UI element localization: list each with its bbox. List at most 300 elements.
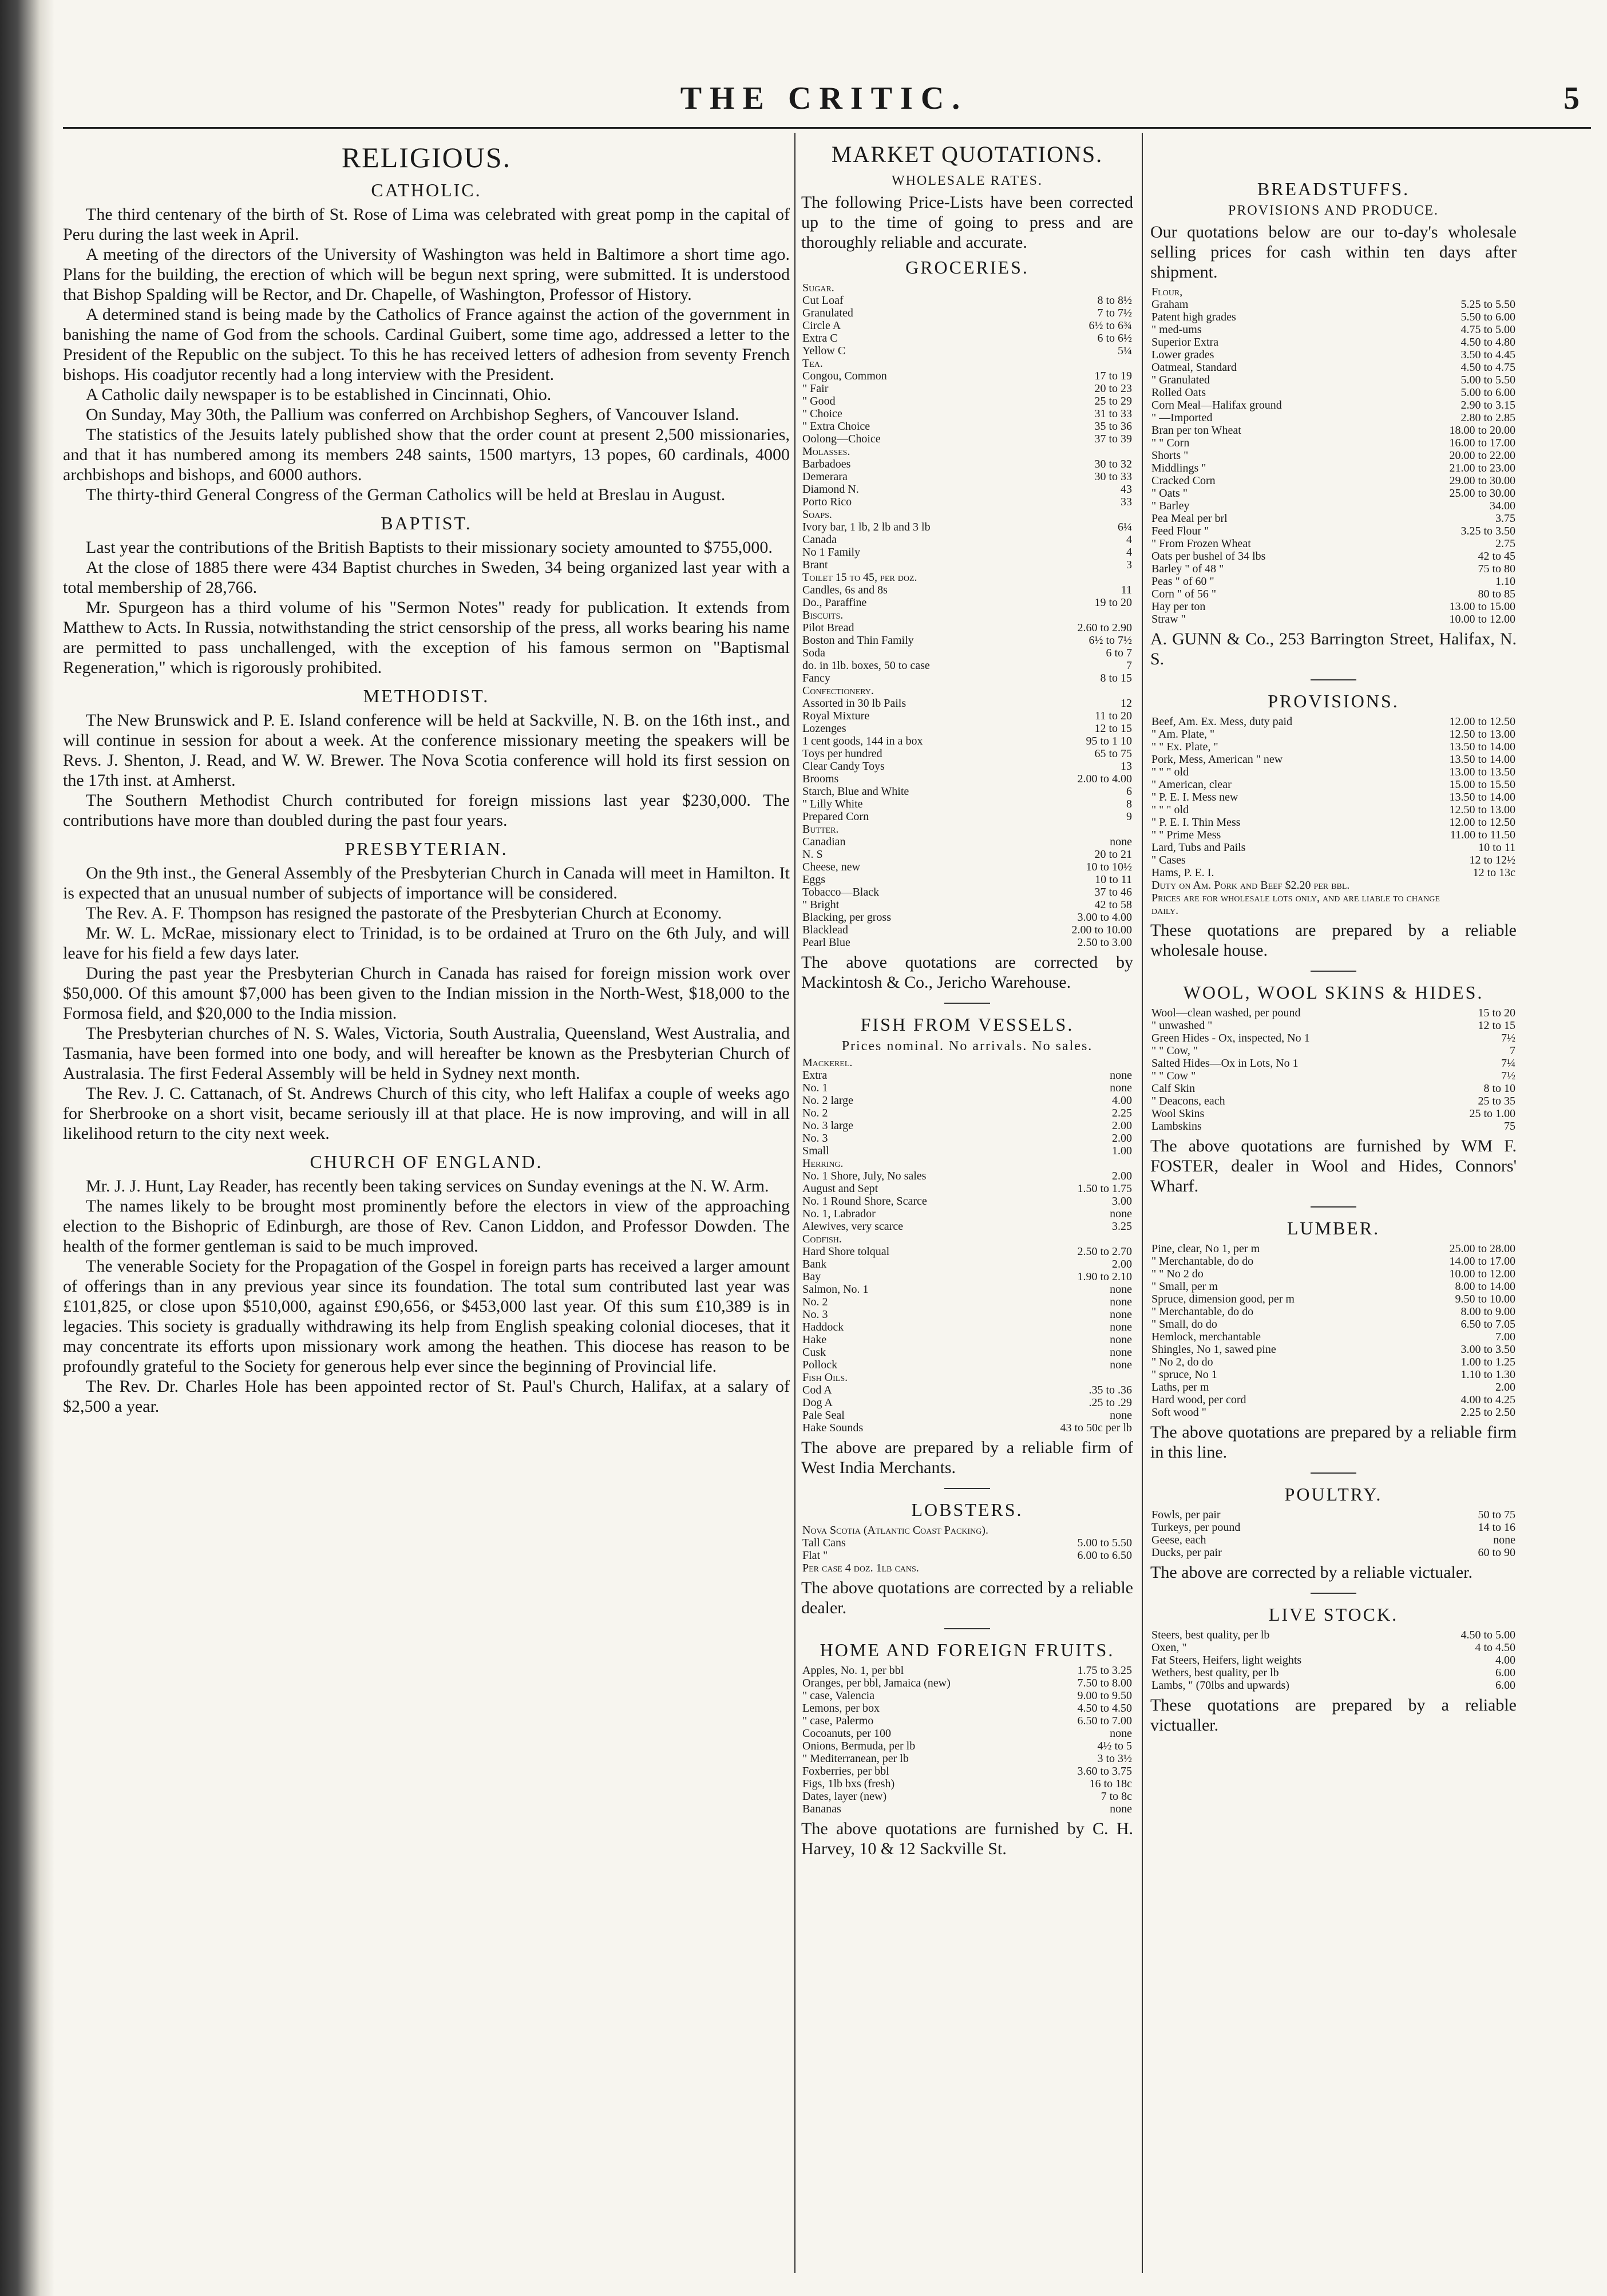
quotation-row (1150, 563, 1517, 575)
quotation-row (801, 496, 1133, 508)
item-price: 12.50 to 13.00 (1449, 728, 1515, 741)
item-price: 33 (1121, 496, 1132, 508)
quotation-row (1150, 854, 1517, 866)
item-price: 11 to 20 (1095, 710, 1132, 722)
quotation-row (1150, 1629, 1517, 1641)
divider (1311, 1593, 1356, 1594)
quotation-row (801, 873, 1133, 886)
fruits-heading: HOME AND FOREIGN FRUITS. (820, 1640, 1115, 1660)
item-price (1026, 571, 1133, 584)
page-binding-edge (0, 0, 54, 2296)
item-label: " " " old (1151, 766, 1189, 778)
item-price (1026, 508, 1133, 521)
quotation-row (801, 1702, 1133, 1715)
item-price: 6¼ (1118, 521, 1132, 533)
item-label: Corn Meal—Halifax ground (1151, 399, 1282, 411)
quotation-row (1150, 474, 1517, 487)
item-label: Yellow C (802, 345, 846, 357)
item-price (1026, 823, 1133, 836)
quotation-row (801, 861, 1133, 873)
quotation-row (801, 1321, 1133, 1333)
item-label: Spruce, dimension good, per m (1151, 1293, 1295, 1305)
item-label: Wool—clean washed, per pound (1151, 1007, 1301, 1019)
item-price: 7 to 7½ (1097, 307, 1132, 319)
quotation-row (801, 1170, 1133, 1182)
quotation-row (801, 1245, 1133, 1258)
item-price (1056, 1562, 1133, 1574)
quotation-row (801, 634, 1133, 647)
quotation-row (801, 1132, 1133, 1145)
groceries-note: The above quotations are corrected by Mackintosh & Co., Jericho Warehouse. (801, 953, 1133, 992)
item-price: 11.00 to 11.50 (1450, 829, 1515, 841)
item-label: Brant (802, 559, 828, 571)
provisions-heading: PROVISIONS. (1268, 691, 1399, 711)
item-price: 12.50 to 13.00 (1449, 803, 1515, 816)
item-label: Hard wood, per cord (1151, 1394, 1246, 1406)
quotation-row (801, 1715, 1133, 1727)
quotation-row (1150, 879, 1517, 892)
item-label: Cod A (802, 1384, 832, 1396)
item-label: Peas " of 60 " (1151, 575, 1214, 588)
item-price (1026, 357, 1133, 370)
quotation-row (801, 798, 1133, 810)
quotation-row (801, 609, 1133, 621)
item-price: 8.00 to 9.00 (1460, 1305, 1515, 1318)
quotation-row (801, 596, 1133, 609)
quotation-row (1150, 512, 1517, 525)
paragraph: Mr. J. J. Hunt, Lay Reader, has recently been taking services on Sunday evenings at the N. W. Arm. (86, 1177, 769, 1195)
item-label: Granulated (802, 307, 853, 319)
item-price: 2.00 (1495, 1381, 1515, 1394)
quotation-row (801, 1740, 1133, 1752)
poultry-note: The above are corrected by a reliable victualer. (1150, 1563, 1473, 1582)
quotation-row (1150, 1280, 1517, 1293)
masthead-title: THE CRITIC. (680, 81, 968, 116)
paragraph: A meeting of the directors of the University of Washington was held in Baltimore a short time ago. Plans for the building, the erection of which will be begun next spring, were submitted. It is understood that Bishop Spalding will be Rector, and Dr. Chapelle, of Washington, Professor of History. (63, 245, 790, 304)
item-price (1448, 879, 1517, 892)
item-price: 12.00 to 12.50 (1449, 816, 1515, 829)
item-label: " Good (802, 395, 836, 407)
divider (1311, 1206, 1356, 1208)
quotation-row (1150, 816, 1517, 829)
item-price: 75 (1504, 1120, 1515, 1133)
item-label: " Deacons, each (1151, 1095, 1225, 1107)
quotation-row (1150, 437, 1517, 449)
quotation-row (801, 357, 1133, 370)
item-label: " P. E. I. Thin Mess (1151, 816, 1241, 829)
item-price: 2.00 to 4.00 (1077, 773, 1132, 785)
quotation-row (1150, 1509, 1517, 1521)
item-price: 15.00 to 15.50 (1449, 778, 1515, 791)
page-number: 5 (1564, 81, 1580, 116)
quotation-row (801, 773, 1133, 785)
quotation-row (801, 672, 1133, 684)
item-price: 3.25 (1112, 1220, 1132, 1233)
lobsters-note: The above quotations are corrected by a reliable dealer. (801, 1578, 1133, 1617)
item-label: Circle A (802, 319, 841, 332)
quotation-row (801, 1333, 1133, 1346)
quotation-row (801, 1677, 1133, 1689)
item-label: Toilet 15 to 45, per doz. (802, 571, 917, 584)
quotation-row (1150, 829, 1517, 841)
item-label: " Small, do do (1151, 1318, 1217, 1331)
item-label: Corn " of 56 " (1151, 588, 1216, 600)
item-price: 4.00 (1112, 1094, 1132, 1107)
quotation-row (1150, 715, 1517, 728)
item-label: Hemlock, merchantable (1151, 1331, 1261, 1343)
item-price (1011, 1056, 1133, 1069)
item-price: 5.00 to 5.50 (1460, 374, 1515, 386)
item-price: 6 (1126, 785, 1132, 798)
quotation-row (801, 1422, 1133, 1434)
quotation-row (801, 332, 1133, 345)
wool-note: The above quotations are furnished by WM F. FOSTER, dealer in Wool and Hides, Connors' Wharf. (1150, 1137, 1517, 1195)
quotation-row (1150, 1268, 1517, 1280)
market-column-right (1150, 133, 1517, 1739)
quotation-row (1150, 1368, 1517, 1381)
item-label: " —Imported (1151, 411, 1213, 424)
item-label: " Merchantable, do do (1151, 1255, 1254, 1268)
item-price: none (1110, 1296, 1132, 1308)
item-label: Pearl Blue (802, 936, 850, 949)
item-label: " " Corn (1151, 437, 1190, 449)
item-label: Steers, best quality, per lb (1151, 1629, 1270, 1641)
religious-column (63, 133, 790, 1416)
item-price: 5.50 to 6.00 (1460, 311, 1515, 323)
quotation-row (801, 1384, 1133, 1396)
item-price: 7¼ (1501, 1057, 1515, 1070)
item-label: Foxberries, per bbl (802, 1765, 889, 1778)
church-of-england-section (63, 1176, 790, 1416)
item-price: 5.00 to 6.00 (1460, 386, 1515, 399)
fish-status: Prices nominal. No arrivals. No sales. (841, 1039, 1093, 1054)
quotation-row (801, 1562, 1133, 1574)
item-label: Lard, Tubs and Pails (1151, 841, 1246, 854)
item-label: Apples, No. 1, per bbl (802, 1664, 904, 1677)
quotation-row (1150, 550, 1517, 563)
paragraph: The third centenary of the birth of St. Rose of Lima was celebrated with great pomp in the capital of Peru during the last week in April. (63, 205, 790, 244)
item-price: 4½ to 5 (1097, 1740, 1132, 1752)
paragraph: On Sunday, May 30th, the Pallium was conferred on Archbishop Seghers, of Vancouver Island. (86, 405, 739, 424)
quotation-row (1150, 600, 1517, 613)
item-label: Shorts " (1151, 449, 1189, 462)
quotation-row (801, 710, 1133, 722)
item-price: 13.00 to 15.00 (1449, 600, 1515, 613)
paragraph: The statistics of the Jesuits lately published show that the order count at present 2,500 missionaries, and that it has numbered among its members 248 saints, 1500 martyrs, 13 popes, 60 cardinals, 4000 archbishops and bishops, and 6000 authors. (63, 425, 790, 484)
item-label: Royal Mixture (802, 710, 870, 722)
paragraph: A determined stand is being made by the Catholics of France against the action of the government in banishing the name of God from the schools. Cardinal Guibert, some time ago, addressed a letter to the President of the Republic on the subject. To this he has received letters of adhesion from seventy French bishops. His coadjutor recently had a long interview with the President. (63, 305, 790, 384)
item-label: Brooms (802, 773, 839, 785)
quotation-row (801, 1346, 1133, 1359)
item-label: " unwashed " (1151, 1019, 1213, 1032)
item-price: none (1110, 1308, 1132, 1321)
item-price: 4 (1126, 533, 1132, 546)
item-label: Bank (802, 1258, 827, 1270)
item-label: " " No 2 do (1151, 1268, 1204, 1280)
quotation-row (1150, 1394, 1517, 1406)
item-price: 2.25 (1112, 1107, 1132, 1119)
quotation-row (1150, 286, 1517, 298)
item-label: " " Prime Mess (1151, 829, 1221, 841)
item-price: 3 to 3½ (1097, 1752, 1132, 1765)
quotation-row (801, 898, 1133, 911)
catholic-heading: CATHOLIC. (371, 180, 482, 200)
item-price: 7½ (1501, 1032, 1515, 1044)
quotation-row (801, 294, 1133, 307)
item-label: Figs, 1lb bxs (fresh) (802, 1778, 895, 1790)
divider (1311, 971, 1356, 972)
item-price: 13.50 to 14.00 (1449, 741, 1515, 753)
divider (944, 1003, 990, 1004)
item-label: Cheese, new (802, 861, 861, 873)
item-price: 3.00 (1112, 1195, 1132, 1208)
item-label: Assorted in 30 lb Pails (802, 697, 907, 710)
item-price: 4.00 (1495, 1654, 1515, 1666)
quotation-row (1150, 778, 1517, 791)
quotation-row (801, 1409, 1133, 1422)
paragraph: At the close of 1885 there were 434 Baptist churches in Sweden, 34 being organized last year with a total membership of 28,766. (63, 558, 790, 597)
methodist-section (63, 710, 790, 830)
quotation-row (1150, 1534, 1517, 1546)
item-label: Fish Oils. (802, 1371, 848, 1384)
item-label: Pea Meal per brl (1151, 512, 1228, 525)
item-label: Straw " (1151, 613, 1186, 626)
quotation-row (1150, 753, 1517, 766)
item-price: 4.00 to 4.25 (1460, 1394, 1515, 1406)
item-price: 13 (1121, 760, 1132, 773)
item-price: 6.50 to 7.05 (1460, 1318, 1515, 1331)
item-label: " " Ex. Plate, " (1151, 741, 1218, 753)
item-price: 16.00 to 17.00 (1449, 437, 1515, 449)
masthead (57, 80, 1591, 126)
item-price: 8 (1126, 798, 1132, 810)
quotation-row (1150, 1070, 1517, 1082)
item-label: Alewives, very scarce (802, 1220, 904, 1233)
provisions-note: These quotations are prepared by a reliable wholesale house. (1150, 921, 1517, 960)
item-label: Barley " of 48 " (1151, 563, 1224, 575)
breadstuffs-intro: Our quotations below are our to-day's wholesale selling prices for cash within ten days after shipment. (1150, 223, 1517, 282)
item-label: Fat Steers, Heifers, light weights (1151, 1654, 1302, 1666)
item-price: none (1110, 1359, 1132, 1371)
quotation-row (801, 1778, 1133, 1790)
quotation-row (801, 747, 1133, 760)
quotation-row (801, 848, 1133, 861)
item-label: " American, clear (1151, 778, 1232, 791)
item-price: 10 to 10½ (1086, 861, 1132, 873)
item-price: 43 to 50c per lb (1060, 1422, 1132, 1434)
item-label: Eggs (802, 873, 825, 886)
quotation-row (801, 470, 1133, 483)
item-label: August and Sept (802, 1182, 878, 1195)
item-price: 35 to 36 (1094, 420, 1132, 433)
item-price: 5.25 to 5.50 (1460, 298, 1515, 311)
paragraph: The Rev. Dr. Charles Hole has been appointed rector of St. Paul's Church, Halifax, at a salary of $2,500 a year. (63, 1377, 790, 1416)
item-price: 3.75 (1495, 512, 1515, 525)
item-price: 2.00 (1112, 1170, 1132, 1182)
quotation-row (1150, 1242, 1517, 1255)
item-label: Onions, Bermuda, per lb (802, 1740, 916, 1752)
item-price: .35 to .36 (1089, 1384, 1132, 1396)
quotation-row (801, 533, 1133, 546)
lobsters-table (801, 1524, 1133, 1574)
item-price: 3.00 to 3.50 (1460, 1343, 1515, 1356)
quotation-row (801, 521, 1133, 533)
catholic-section (63, 204, 790, 505)
item-label: Superior Extra (1151, 336, 1219, 349)
item-label: No. 2 (802, 1296, 828, 1308)
item-price: 8 to 10 (1483, 1082, 1515, 1095)
quotation-row (1150, 349, 1517, 361)
item-price: none (1110, 1082, 1132, 1094)
item-price: 7½ (1501, 1070, 1515, 1082)
item-price: 2.50 to 3.00 (1077, 936, 1132, 949)
item-label: Wool Skins (1151, 1107, 1205, 1120)
item-price: 1.10 to 1.30 (1460, 1368, 1515, 1381)
item-label: Biscuits. (802, 609, 844, 621)
quotation-row (801, 1082, 1133, 1094)
item-price: 2.00 (1112, 1119, 1132, 1132)
item-label: Confectionery. (802, 684, 874, 697)
paragraph: The Southern Methodist Church contributed for foreign missions last year $230,000. The contributions have more than doubled during the past four years. (63, 791, 790, 830)
quotation-row (801, 684, 1133, 697)
item-label: No. 1 Round Shore, Scarce (802, 1195, 927, 1208)
item-label: " spruce, No 1 (1151, 1368, 1217, 1381)
quotation-row (801, 697, 1133, 710)
item-label: Salted Hides—Ox in Lots, No 1 (1151, 1057, 1299, 1070)
item-price: 6½ to 7½ (1089, 634, 1132, 647)
quotation-row (1150, 1654, 1517, 1666)
item-label: Wethers, best quality, per lb (1151, 1666, 1279, 1679)
quotation-row (801, 345, 1133, 357)
item-label: N. S (802, 848, 823, 861)
quotation-row (1150, 1318, 1517, 1331)
item-label: " Granulated (1151, 374, 1210, 386)
item-label: Pilot Bread (802, 621, 854, 634)
item-price: 20 to 23 (1094, 382, 1132, 395)
quotation-row (801, 911, 1133, 924)
baptist-heading: BAPTIST. (381, 513, 472, 533)
quotation-row (801, 483, 1133, 496)
quotation-row (1150, 424, 1517, 437)
item-label: No. 2 large (802, 1094, 854, 1107)
item-price (1056, 1524, 1133, 1537)
item-price: 6½ to 6¾ (1089, 319, 1132, 332)
quotation-row (1150, 803, 1517, 816)
item-label: Sugar. (802, 282, 834, 294)
item-label: Lambs, " (70lbs and upwards) (1151, 1679, 1289, 1692)
item-price: 9 (1126, 810, 1132, 823)
item-label: Oats per bushel of 34 lbs (1151, 550, 1266, 563)
item-label: Hake Sounds (802, 1422, 864, 1434)
quotation-row (1150, 1044, 1517, 1057)
item-price: 10 to 11 (1478, 841, 1515, 854)
item-label: Bananas (802, 1803, 841, 1815)
item-label: Lower grades (1151, 349, 1214, 361)
item-price: none (1110, 1208, 1132, 1220)
item-price: 18.00 to 20.00 (1449, 424, 1515, 437)
livestock-note: These quotations are prepared by a reliable victualler. (1150, 1696, 1517, 1735)
item-price: 12 to 15 (1094, 722, 1132, 735)
item-label: " Bright (802, 898, 840, 911)
item-price: 14 to 16 (1478, 1521, 1515, 1534)
quotation-row (1150, 487, 1517, 500)
quotation-row (801, 1283, 1133, 1296)
item-label: " Lilly White (802, 798, 863, 810)
quotation-row (801, 1790, 1133, 1803)
item-price: 4.50 to 5.00 (1460, 1629, 1515, 1641)
item-label: " Barley (1151, 500, 1190, 512)
item-label: Cracked Corn (1151, 474, 1216, 487)
market-subheading: WHOLESALE RATES. (892, 173, 1043, 188)
quotation-row (801, 1157, 1133, 1170)
item-label: Do., Paraffine (802, 596, 867, 609)
column-rule (1142, 133, 1143, 2273)
item-price: 5¼ (1118, 345, 1132, 357)
quotation-row (801, 458, 1133, 470)
item-price: 2.75 (1495, 537, 1515, 550)
item-label: Demerara (802, 470, 848, 483)
item-label: Toys per hundred (802, 747, 882, 760)
quotation-row (801, 621, 1133, 634)
quotation-row (801, 1549, 1133, 1562)
quotation-row (1150, 399, 1517, 411)
paragraph: The names likely to be brought most prominently before the electors in view of the approaching election to the Bishopric of Edinburgh, are those of Rev. Canon Liddon, and Professor Dowden. The health of the former gentleman is said to be much improved. (63, 1197, 790, 1256)
item-price: 42 to 45 (1478, 550, 1515, 563)
item-label: Pine, clear, No 1, per m (1151, 1242, 1260, 1255)
item-price: 2.00 (1112, 1258, 1132, 1270)
item-price: 2.00 to 10.00 (1071, 924, 1132, 936)
quotation-row (801, 382, 1133, 395)
item-label: Dates, layer (new) (802, 1790, 887, 1803)
item-price: 37 to 39 (1094, 433, 1132, 445)
presbyterian-heading: PRESBYTERIAN. (345, 838, 508, 859)
item-label: Geese, each (1151, 1534, 1206, 1546)
item-label: No. 2 (802, 1107, 828, 1119)
item-price: 1.90 to 2.10 (1077, 1270, 1132, 1283)
livestock-table (1150, 1629, 1517, 1692)
quotation-row (1150, 1679, 1517, 1692)
item-price: none (1110, 1803, 1132, 1815)
item-label: No 1 Family (802, 546, 861, 559)
quotation-row (1150, 1293, 1517, 1305)
breadstuffs-table (1150, 286, 1517, 626)
item-label: Fancy (802, 672, 830, 684)
quotation-row (1150, 1641, 1517, 1654)
item-price: 25.00 to 30.00 (1449, 487, 1515, 500)
quotation-row (1150, 1082, 1517, 1095)
breadstuffs-note: A. GUNN & Co., 253 Barrington Street, Halifax, N. S. (1150, 630, 1517, 668)
item-price: none (1493, 1534, 1515, 1546)
lobsters-heading: LOBSTERS. (911, 1499, 1023, 1520)
quotation-row (801, 1119, 1133, 1132)
item-label: Green Hides - Ox, inspected, No 1 (1151, 1032, 1310, 1044)
quotation-row (1150, 298, 1517, 311)
item-price: 34.00 (1490, 500, 1515, 512)
divider (1311, 1472, 1356, 1474)
item-label: Congou, Common (802, 370, 887, 382)
item-price: 25.00 to 28.00 (1449, 1242, 1515, 1255)
item-label: Oolong—Choice (802, 433, 881, 445)
quotation-row (1150, 537, 1517, 550)
quotation-row (1150, 866, 1517, 879)
quotation-row (801, 1664, 1133, 1677)
market-heading: MARKET QUOTATIONS. (831, 141, 1103, 167)
quotation-row (801, 924, 1133, 936)
quotation-row (1150, 1107, 1517, 1120)
quotation-row (1150, 323, 1517, 336)
quotation-row (1150, 500, 1517, 512)
item-price: 6 to 7 (1106, 647, 1132, 659)
